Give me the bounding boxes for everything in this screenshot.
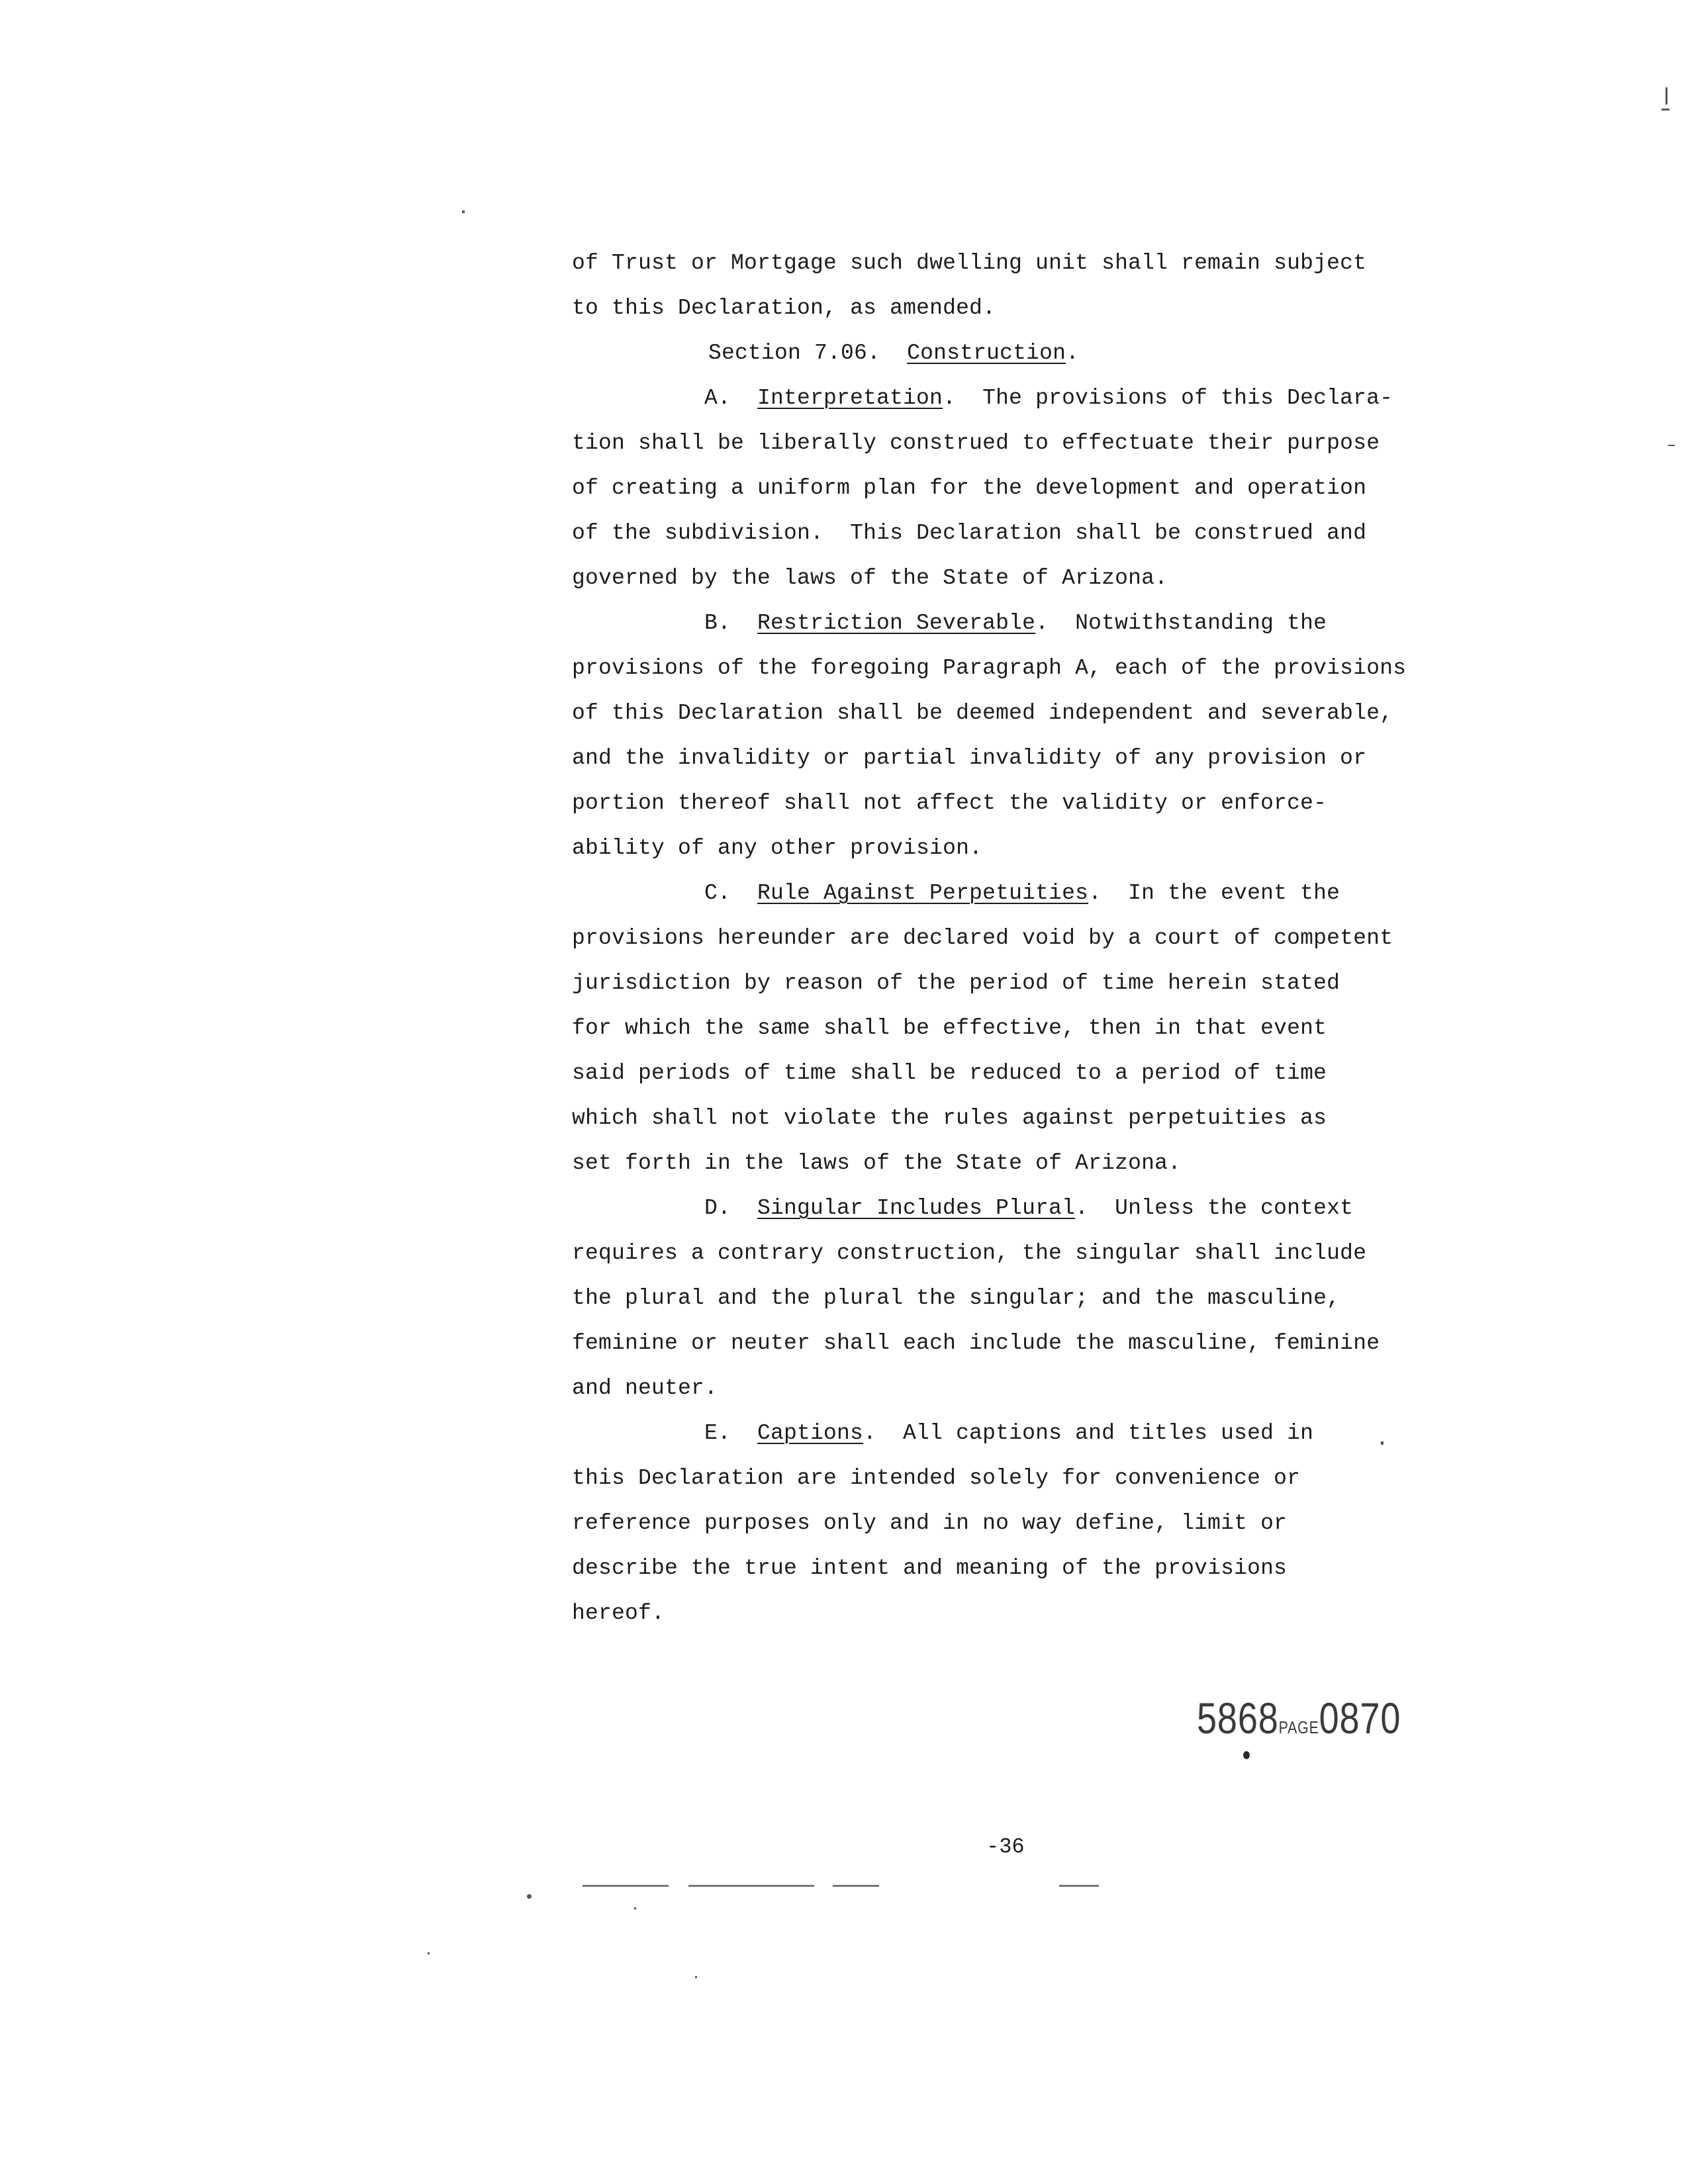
scan-speck <box>1668 445 1675 446</box>
text-line <box>572 376 1472 421</box>
line-text: D. <box>704 1196 758 1220</box>
scan-speck <box>462 210 465 213</box>
text-line <box>572 601 1472 646</box>
line-text: . In the event the <box>1088 881 1340 905</box>
text-line <box>572 1276 1472 1321</box>
scan-speck <box>634 1907 636 1909</box>
document-body <box>572 241 1472 1636</box>
text-line <box>572 916 1472 961</box>
text-line <box>572 1186 1472 1231</box>
line-text: A. <box>704 386 758 410</box>
page-number: -36 <box>986 1835 1025 1859</box>
scan-speck <box>1665 87 1667 105</box>
text-line <box>572 781 1472 826</box>
line-text: and the invalidity or partial invalidity of any provision or <box>572 746 1367 770</box>
text-line <box>572 1321 1472 1366</box>
line-text: tion shall be liberally construed to effectuate their purpose <box>572 431 1380 455</box>
scan-dash <box>688 1885 814 1887</box>
stamp-separator: PAGE <box>1278 1717 1319 1737</box>
line-text: B. <box>704 611 758 635</box>
line-text: . All captions and titles used in <box>863 1421 1314 1445</box>
line-text: reference purposes only and in no way define, limit or <box>572 1511 1288 1535</box>
line-text: to this Declaration, as amended. <box>572 296 996 320</box>
caption-heading: Restriction Severable <box>757 611 1036 635</box>
text-line <box>572 736 1472 781</box>
text-line <box>572 1231 1472 1276</box>
line-text: . The provisions of this Declara- <box>943 386 1393 410</box>
stamp-page-number: 0870 <box>1319 1694 1401 1743</box>
text-line <box>572 826 1472 871</box>
caption-heading: Captions <box>757 1421 864 1445</box>
line-text: of the subdivision. This Declaration shall be construed and <box>572 521 1367 545</box>
stamp-book-number: 5868 <box>1197 1694 1279 1743</box>
caption-heading: Singular Includes Plural <box>757 1196 1076 1220</box>
line-text: set forth in the laws of the State of Arizona. <box>572 1151 1182 1175</box>
text-line <box>572 1006 1472 1051</box>
line-text: E. <box>704 1421 758 1445</box>
line-text: said periods of time shall be reduced to a period of time <box>572 1061 1327 1085</box>
text-line <box>572 1096 1472 1141</box>
caption-heading: Rule Against Perpetuities <box>757 881 1089 905</box>
line-text: Section 7.06. <box>708 341 908 365</box>
line-text: for which the same shall be effective, then in that event <box>572 1016 1327 1040</box>
recording-stamp <box>1197 1693 1401 1743</box>
scan-dash <box>583 1885 669 1887</box>
scan-dash <box>833 1885 879 1887</box>
line-text: of this Declaration shall be deemed independent and severable, <box>572 701 1393 725</box>
text-line <box>572 466 1472 511</box>
text-line <box>572 1051 1472 1096</box>
line-text: . Unless the context <box>1075 1196 1354 1220</box>
line-text: feminine or neuter shall each include the masculine, feminine <box>572 1331 1380 1355</box>
line-text: . Notwithstanding the <box>1035 611 1327 635</box>
scan-speck <box>1662 109 1669 111</box>
text-line <box>572 1546 1472 1591</box>
text-line <box>572 556 1472 601</box>
line-text: provisions hereunder are declared void by a court of competent <box>572 926 1393 950</box>
line-text: hereof. <box>572 1601 665 1625</box>
text-line <box>572 1591 1472 1636</box>
text-line <box>572 286 1472 331</box>
line-text: describe the true intent and meaning of the provisions <box>572 1556 1288 1580</box>
text-line <box>572 1141 1472 1186</box>
text-line <box>572 646 1472 691</box>
text-line <box>572 511 1472 556</box>
text-line <box>572 331 1472 376</box>
line-text: and neuter. <box>572 1376 718 1400</box>
text-line <box>572 1456 1472 1501</box>
line-text: this Declaration are intended solely for convenience or <box>572 1466 1301 1490</box>
text-line <box>572 691 1472 736</box>
scan-speck <box>428 1952 430 1954</box>
line-text: of Trust or Mortgage such dwelling unit shall remain subject <box>572 251 1367 275</box>
caption-heading: Interpretation <box>757 386 943 410</box>
line-text: C. <box>704 881 758 905</box>
line-text: the plural and the plural the singular; and the masculine, <box>572 1286 1340 1310</box>
text-line <box>572 1411 1472 1456</box>
line-text: requires a contrary construction, the singular shall include <box>572 1241 1367 1265</box>
caption-heading: Construction <box>907 341 1066 365</box>
scan-dash <box>1059 1885 1099 1887</box>
line-text: portion thereof shall not affect the validity or enforce- <box>572 791 1327 815</box>
line-text: jurisdiction by reason of the period of time herein stated <box>572 971 1340 995</box>
line-text: governed by the laws of the State of Arizona. <box>572 566 1168 590</box>
text-line <box>572 421 1472 466</box>
stamp-mark <box>1243 1751 1250 1759</box>
text-line <box>572 241 1472 286</box>
line-text: provisions of the foregoing Paragraph A, each of the provisions <box>572 656 1407 680</box>
line-text: ability of any other provision. <box>572 836 983 860</box>
line-text: which shall not violate the rules against perpetuities as <box>572 1106 1327 1130</box>
text-line <box>572 961 1472 1006</box>
line-text: . <box>1066 341 1080 365</box>
text-line <box>572 1501 1472 1546</box>
line-text: of creating a uniform plan for the development and operation <box>572 476 1367 500</box>
text-line <box>572 871 1472 916</box>
scan-speck <box>527 1894 532 1899</box>
scan-speck <box>695 1976 697 1978</box>
text-line <box>572 1366 1472 1411</box>
scan-speck <box>1381 1441 1383 1445</box>
